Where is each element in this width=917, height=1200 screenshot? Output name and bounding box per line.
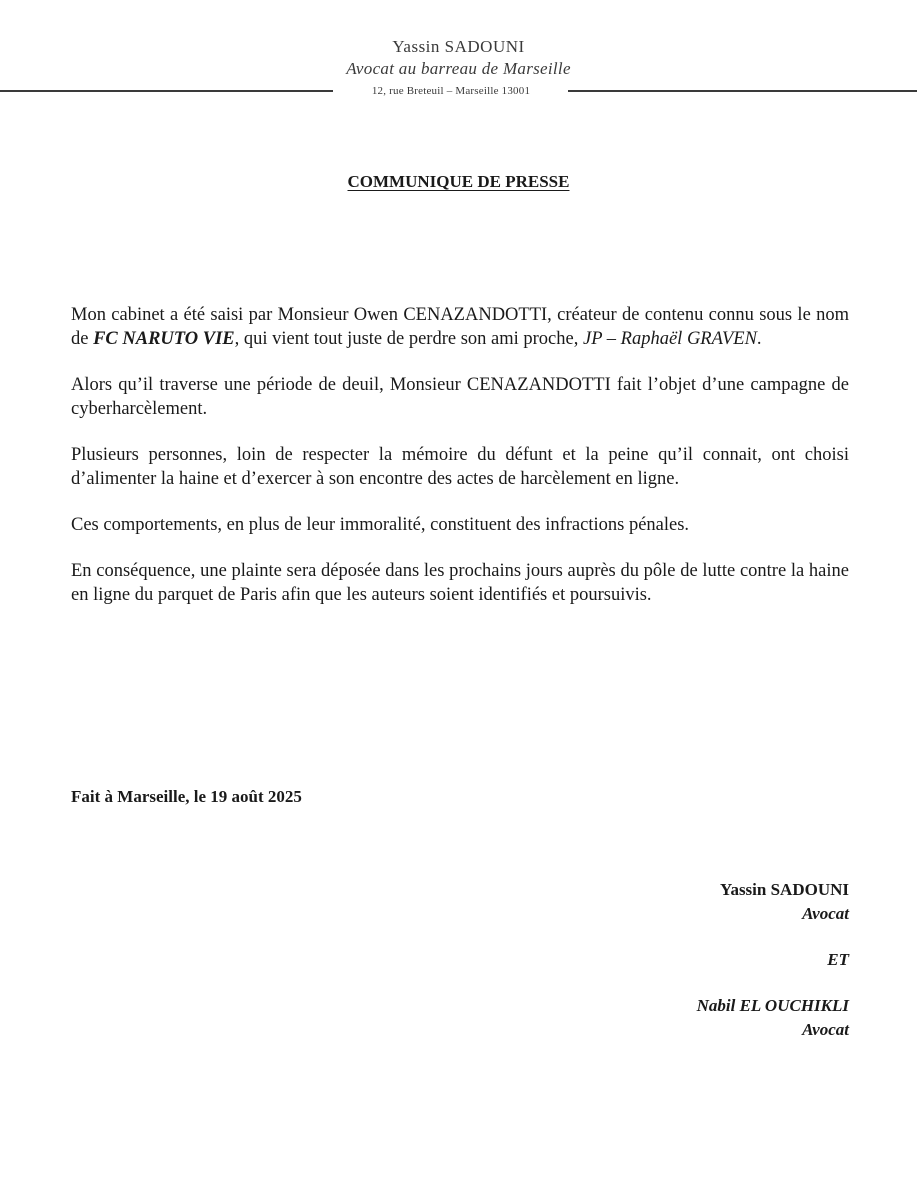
letterhead <box>0 36 917 80</box>
friend-name: JP – Raphaël GRAVEN <box>582 329 757 349</box>
paragraph-1 <box>71 303 849 351</box>
signature-conjunction: ET <box>827 950 849 969</box>
place-date: Fait à Marseille, le 19 août 2025 <box>71 787 302 806</box>
signatory-2-role: Avocat <box>802 1020 849 1039</box>
channel-name: FC NARUTO VIE <box>93 329 235 349</box>
letterhead-address: 12, rue Breteuil – Marseille 13001 <box>371 85 531 97</box>
paragraph-4: Ces comportements, en plus de leur immoralité, constituent des infractions pénales. <box>71 515 690 535</box>
letterhead-name: Yassin SADOUNI <box>392 37 525 56</box>
signature-block <box>697 878 849 1042</box>
rule-right <box>568 90 917 92</box>
letterhead-title: Avocat au barreau de Marseille <box>346 59 571 78</box>
paragraph-3: Plusieurs personnes, loin de respecter la mémoire du défunt et la peine qu’il connait, ont choisi d’alimenter la haine et d’exercer à son encontre des actes de harcèlement en ligne. <box>71 445 849 489</box>
paragraph-2: Alors qu’il traverse une période de deuil, Monsieur CENAZANDOTTI fait l’objet d’une campagne de cyberharcèlement. <box>71 375 849 419</box>
document-title: COMMUNIQUE DE PRESSE <box>347 172 570 191</box>
paragraph-1-middle: , qui vient tout juste de perdre son ami proche, <box>234 329 583 349</box>
rule-left <box>0 90 333 92</box>
letterhead-rule <box>0 83 917 99</box>
press-release-body <box>71 303 849 629</box>
paragraph-1-start: Mon cabinet a été saisi par Monsieur Owen CENAZANDOTTI, créateur de contenu connu sous le nom de <box>71 305 849 349</box>
paragraph-5: En conséquence, une plainte sera déposée dans les prochains jours auprès du pôle de lutte contre la haine en ligne du parquet de Paris afin que les auteurs soient identifiés et poursuivis. <box>71 561 849 605</box>
signatory-1-name: Yassin SADOUNI <box>720 880 849 899</box>
signatory-1-role: Avocat <box>802 904 849 923</box>
paragraph-1-end: . <box>756 329 762 349</box>
signatory-2-name: Nabil EL OUCHIKLI <box>696 996 849 1015</box>
